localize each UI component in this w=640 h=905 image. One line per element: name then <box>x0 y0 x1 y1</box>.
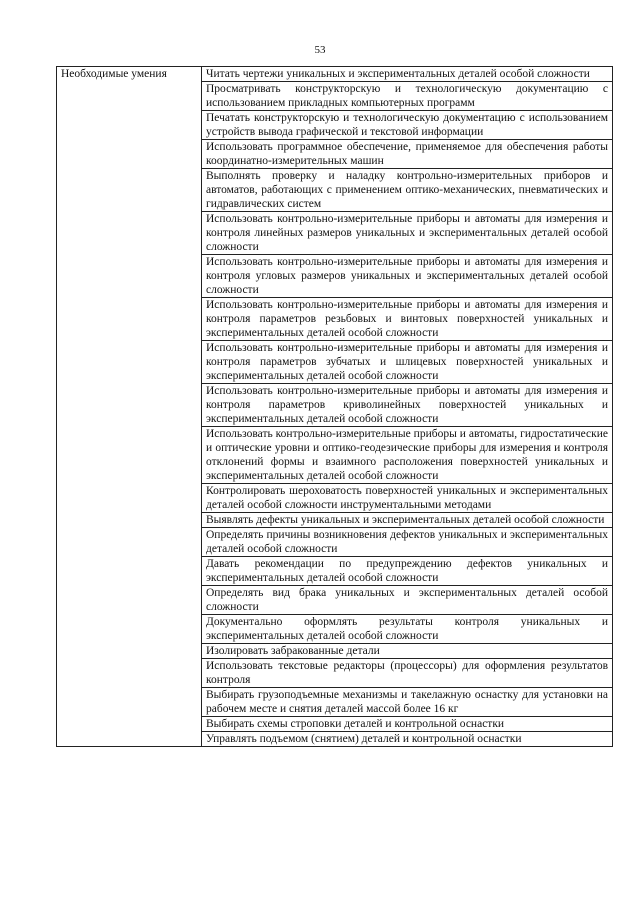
skill-text: Документально оформлять результаты контроля уникальных и экспериментальных деталей особой сложности <box>206 616 608 642</box>
skill-cell <box>202 644 613 659</box>
skill-text: Использовать контрольно-измерительные приборы и автоматы для измерения и контроля параметров резьбовых и винтовых поверхностей уникальных и экспериментальных деталей особой сложности <box>206 299 608 339</box>
page-number: 53 <box>314 44 326 56</box>
skill-text: Контролировать шероховатость поверхностей уникальных и экспериментальных деталей особой сложности инструментальными методами <box>206 485 608 511</box>
skill-text: Использовать контрольно-измерительные приборы и автоматы для измерения и контроля угловых размеров уникальных и экспериментальных деталей особой сложности <box>206 256 608 296</box>
skill-text: Выполнять проверку и наладку контрольно-измерительных приборов и автоматов, работающих с применением оптико-механических, пневматических и гидравлических систем <box>206 170 608 210</box>
skill-text: Читать чертежи уникальных и экспериментальных деталей особой сложности <box>206 68 590 80</box>
skills-table <box>56 66 613 747</box>
skill-cell <box>202 513 613 528</box>
skill-cell <box>202 67 613 82</box>
skill-cell <box>202 484 613 513</box>
skill-cell <box>202 659 613 688</box>
skill-text: Давать рекомендации по предупреждению дефектов уникальных и экспериментальных деталей особой сложности <box>206 558 608 584</box>
skill-cell <box>202 212 613 255</box>
skill-cell <box>202 82 613 111</box>
skill-cell <box>202 427 613 484</box>
skill-cell <box>202 615 613 644</box>
skill-text: Использовать контрольно-измерительные приборы и автоматы для измерения и контроля параметров криволинейных поверхностей уникальных и экспериментальных деталей особой сложности <box>206 385 608 425</box>
skill-cell <box>202 169 613 212</box>
skill-text: Изолировать забракованные детали <box>206 645 380 657</box>
skill-text: Печатать конструкторскую и технологическую документацию с использованием устройств вывода графической и текстовой информации <box>206 112 608 138</box>
skill-cell <box>202 688 613 717</box>
skill-cell <box>202 384 613 427</box>
skill-cell <box>202 111 613 140</box>
skill-text: Использовать контрольно-измерительные приборы и автоматы для измерения и контроля линейных размеров уникальных и экспериментальных деталей особой сложности <box>206 213 608 253</box>
section-label: Необходимые умения <box>61 68 167 80</box>
skill-cell <box>202 732 613 747</box>
skill-text: Определять причины возникновения дефектов уникальных и экспериментальных деталей особой сложности <box>206 529 608 555</box>
skill-cell <box>202 341 613 384</box>
skill-text: Управлять подъемом (снятием) деталей и контрольной оснастки <box>206 733 522 745</box>
skill-text: Использовать текстовые редакторы (процессоры) для оформления результатов контроля <box>206 660 608 686</box>
skill-cell <box>202 528 613 557</box>
skill-text: Определять вид брака уникальных и экспериментальных деталей особой сложности <box>206 587 608 613</box>
skill-text: Выбирать грузоподъемные механизмы и такелажную оснастку для установки на рабочем месте и снятия деталей массой более 16 кг <box>206 689 608 715</box>
skill-cell <box>202 140 613 169</box>
table-row <box>57 67 613 82</box>
skill-cell <box>202 298 613 341</box>
skill-cell <box>202 717 613 732</box>
skill-text: Выявлять дефекты уникальных и экспериментальных деталей особой сложности <box>206 514 605 526</box>
skill-cell <box>202 557 613 586</box>
section-label-cell <box>57 67 202 747</box>
skill-cell <box>202 255 613 298</box>
skill-text: Использовать контрольно-измерительные приборы и автоматы для измерения и контроля параметров зубчатых и шлицевых поверхностей уникальных и экспериментальных деталей особой сложности <box>206 342 608 382</box>
skill-text: Просматривать конструкторскую и технологическую документацию с использованием прикладных компьютерных программ <box>206 83 608 109</box>
skill-cell <box>202 586 613 615</box>
skill-text: Выбирать схемы строповки деталей и контрольной оснастки <box>206 718 505 730</box>
skill-text: Использовать контрольно-измерительные приборы и автоматы, гидростатические и оптические уровни и оптико-геодезические приборы для измерения и контроля отклонений формы и взаимного расположения поверхностей уникальных и экспериментальных деталей особой сложности <box>206 428 608 482</box>
skill-text: Использовать программное обеспечение, применяемое для обеспечения работы координатно-измерительных машин <box>206 141 608 167</box>
